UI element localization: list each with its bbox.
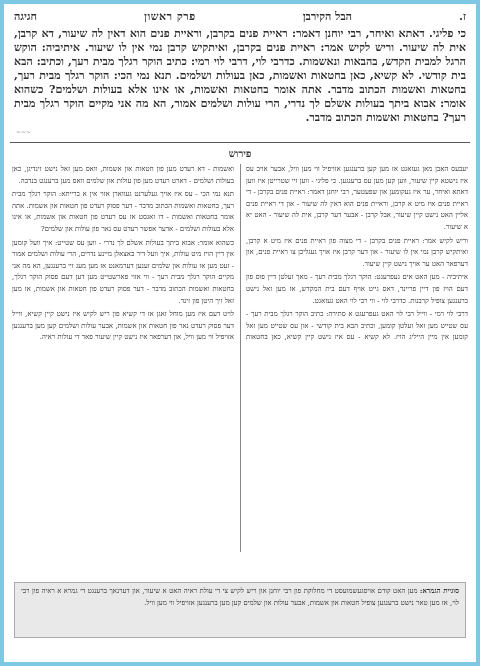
summary-label: סוגיית הגמרא: [419,587,459,595]
summary-box [14,582,466,638]
tractate-title: חגיגה [14,10,38,23]
header-right-title: הבל הקירבן [302,10,352,23]
gemara-text: כי פליגי. דאתא ואיחר, רבי יוחנן דאמר: ראיית פנים בקרבן, וראיית פנים הוא דאין לה שיעור, דא קרבן, אית לה שיעור. וריש לקיש אמר: ראיית פנים בקרבן, ואיתקיש קרבן נמי אין לו שיעור. איתיביה: הוקש הרגל למבית הקדש, בהבאות ונאשמות. כדרבי לוי, דרבי לוי רמי: כתיב הוקר רגלך מבית רעך, וכתיב: הבא בית קודשי. לא קשיא, כאן בחטאות ואשמות, כאן בעולות ושלמים. תנא נמי הכי: הוקר רגלך מבית רעך, בחטאות ואשמות הכתוב מדבר. אתה אומר בחטאות ואשמות, או אינו אלא בעולות ושלמים? כשהוא אומר: אבוא ביתך בעולות אשלם לך נדרי, הרי עולות ושלמים אמור, הא מה אני מקיים הוקר רגלך מבית רעך? בחטאות ואשמות הכתוב מדבר. [14,27,466,124]
page-number: ז. [459,10,466,23]
commentary-title: פירוש [228,149,252,160]
chapter-title: פרק ראשון [144,10,196,23]
commentary-paragraph: כשהוא אומר: אבוא ביתך בעולות אשלם לך נדרי - ווען עס שטייט: איך וועל קומען אין דיין הויז מיט עולות, איך וועל דיר באצאלן מיינע נדרים, הרי עולות ושלמים אמור - זעט מען אז עולות און שלמים זענען דערמאנט אז מען מעג זיי ברענגען, הא מה אני מקיים הוקר רגלך מבית רעך - ווי אזוי פארשטייט מען דען דעם פסוק הוקר רגלך, בחטאות ואשמות הכתוב מדבר - דער פסוק רעדט פון חטאות און אשמות, אז מען זאל זיך היטן פון זינד. [12,238,234,305]
commentary-paragraph: יעבעס האבן מאן געזאגט אז מען קען ברענגען אזויפיל ווי מען וויל, אבער אויב עס איז נישטא קיין שיעור, ווען קען מען עס ברענגען. כי פליגי - ווען זיי שטרייטן איז ווען דאתא ואיחר, ער איז געקומען און שפעטער, רבי יוחנן דאמר: ראיית פנים בקרבן - די ראיית פנים איז מיט א קרבן, וראיית פנים הוא דאין לה שיעור - און די ראיית פנים אליין האט נישט קיין שיעור, אבל קרבן - אבער דער קרבן, אית לה שיעור - האט יא א שיעור. [246,165,468,231]
commentary-paragraph: דרבי לוי רמי - ווייל רבי לוי האט געפרעגט א סתירה: כתיב הוקר רגלך מבית רעך - עס שטייט מען זאל זעלטן קומען, וכתיב הבא בית קודשי - און עס שטייט מען זאל קומען אין מיין הייליג הויז. לא קשיא - עס איז נישט קיין קשיא, כאן בחטאות ואשמות - דא רעדט מען פון חטאות און אשמות, וואס מען זאל נישט זינדיגן, כאן בעולות ושלמים - דארט רעדט מען פון עולות און שלמים וואס מען ברענגט בנדבה. [12,165,468,342]
page-content [10,8,470,658]
commentary-paragraph: לויט דעם איז מען מוחל זאגן אז די קשיא פון ריש לקיש איז נישט קיין קשיא, ווייל דער פסוק רעדט נאר פון חטאות און אשמות, אבער עולות ושלמים קען מען ברענגען אזויפיל ווי מען וויל, און דערפאר איז נישט קיין שיעור פאר די עולות ראיה. [12,310,234,342]
commentary-paragraph: וריש לקיש אמר: ראיית פנים בקרבן - די מצוה פון ראיית פנים איז מיט א קרבן, ואיתקיש קרבן נמי אין לו שיעור - און דער קרבן איז אויך געגליכן צו ראיית פנים, און דערפאר האט ער אויך נישט קיין שיעור. [246,236,468,268]
commentary-columns [10,164,470,552]
commentary-paragraph: איתיביה - מען האט אים געפרעגט: הוקר רגלך מבית רעך - מאך זעלטן דיין פוס פון דעם הויז פון דיין פריינד, דאס גייט אויף דעם בית המקדש, אז מען זאל נישט ברענגען צופיל קרבנות. כדרבי לוי - ווי רבי לוי האט געזאגט. [246,273,468,305]
divider-line [10,142,470,143]
summary-text: מען האט קודם אויסגעשמועסט די מחלוקת פון רבי יוחנן און ריש לקיש צי די עולת ראיה האט א שיעור, און דערנאך ברענגט די גמרא א ראיה פון רבי לוי, אז מען טאר נישט ברענגען צופיל חטאות און אשמות, אבער עולות און שלמים קען מען ברענגען אזויפיל ווי מען וויל. [21,587,459,607]
separator-mark: ~~~ [16,129,32,136]
page-header [10,8,470,23]
commentary-paragraph: תנא נמי הכי - עס איז אויך געלערנט געווארן אזוי אין א ברייתא: הוקר רגלך מבית רעך, בחטאות ואשמות הכתוב מדבר - דער פסוק רעדט פון חטאות און אשמות. אתה אומר בחטאות ואשמות - דו זאגסט אז עס רעדט פון חטאות און אשמות, או אינו אלא בעולות ושלמים - אדער אפשר רעדט עס נאר פון עולות און שלמים? [12,190,234,233]
